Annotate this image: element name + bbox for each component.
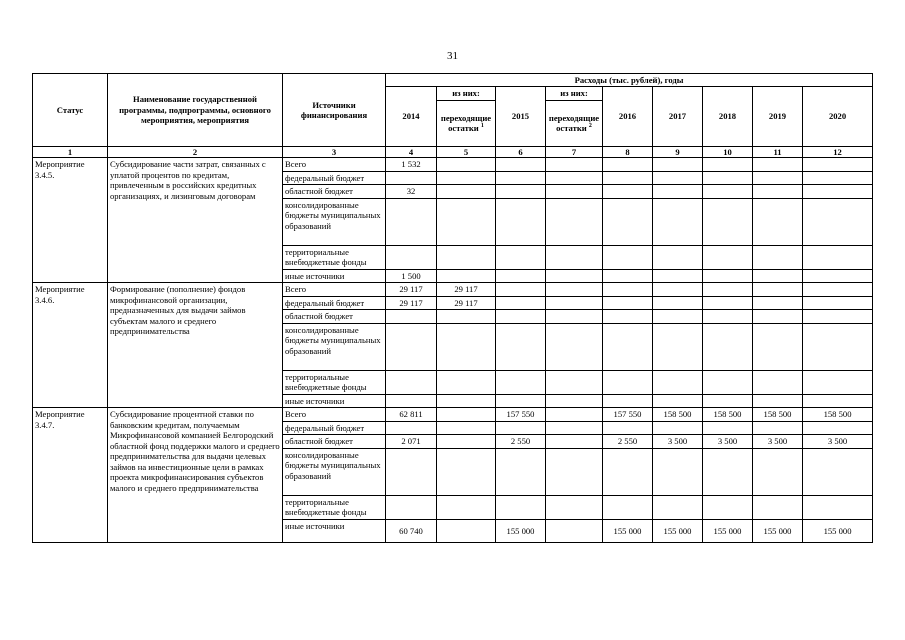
amount-cell [603, 171, 653, 184]
column-number: 4 [386, 146, 437, 157]
amount-cell [546, 370, 603, 394]
amount-cell [703, 185, 753, 198]
amount-cell [437, 185, 496, 198]
amount-cell [803, 158, 873, 171]
amount-cell: 155 000 [803, 519, 873, 542]
amount-cell [437, 158, 496, 171]
financing-table [32, 73, 873, 543]
amount-cell [546, 435, 603, 448]
amount-cell: 62 811 [386, 408, 437, 421]
funding-source: областной бюджет [283, 185, 386, 198]
amount-cell [496, 283, 546, 296]
amount-cell [803, 323, 873, 370]
amount-cell [653, 185, 703, 198]
amount-cell: 3 500 [803, 435, 873, 448]
amount-cell [496, 245, 546, 269]
funding-source: территориальные внебюджетные фонды [283, 495, 386, 519]
amount-cell [437, 245, 496, 269]
amount-cell [653, 269, 703, 282]
header-year-2016: 2016 [603, 87, 653, 146]
activity-status: Мероприятие 3.4.7. [33, 408, 108, 542]
amount-cell [603, 370, 653, 394]
amount-cell: 29 117 [437, 283, 496, 296]
funding-source: федеральный бюджет [283, 296, 386, 309]
table-row [33, 283, 873, 296]
amount-cell [703, 198, 753, 245]
header-year-2018: 2018 [703, 87, 753, 146]
amount-cell [386, 495, 437, 519]
column-number: 8 [603, 146, 653, 157]
amount-cell [386, 421, 437, 434]
amount-cell [753, 198, 803, 245]
amount-cell [386, 245, 437, 269]
amount-cell: 155 000 [653, 519, 703, 542]
amount-cell: 158 500 [703, 408, 753, 421]
amount-cell [803, 370, 873, 394]
amount-cell [803, 310, 873, 323]
amount-cell [653, 198, 703, 245]
amount-cell [496, 370, 546, 394]
amount-cell [803, 421, 873, 434]
amount-cell [437, 495, 496, 519]
amount-cell [703, 394, 753, 407]
amount-cell [653, 245, 703, 269]
amount-cell [753, 158, 803, 171]
amount-cell [803, 245, 873, 269]
amount-cell [437, 171, 496, 184]
header-sources: Источники финансирования [283, 74, 386, 147]
header-of-which-1: из них: [437, 87, 496, 100]
amount-cell [603, 198, 653, 245]
amount-cell: 158 500 [803, 408, 873, 421]
amount-cell [437, 448, 496, 495]
column-number: 6 [496, 146, 546, 157]
amount-cell [386, 370, 437, 394]
amount-cell [803, 296, 873, 309]
amount-cell [546, 158, 603, 171]
amount-cell [703, 323, 753, 370]
column-number: 2 [108, 146, 283, 157]
amount-cell [653, 323, 703, 370]
amount-cell [437, 421, 496, 434]
amount-cell [496, 323, 546, 370]
activity-status: Мероприятие 3.4.5. [33, 158, 108, 283]
amount-cell: 157 550 [496, 408, 546, 421]
amount-cell: 158 500 [753, 408, 803, 421]
amount-cell: 155 000 [753, 519, 803, 542]
amount-cell [603, 323, 653, 370]
amount-cell [653, 370, 703, 394]
amount-cell [803, 198, 873, 245]
amount-cell [753, 323, 803, 370]
header-carryover-2: переходящие остатки $^2$ [546, 100, 603, 146]
activity-name: Субсидирование процентной ставки по банковским кредитам, получаемым Микрофинансовой компанией Белгородский областной фонд поддержки малого и среднего предпринимательства для выдачи целевых займов на инвестиционные цели в рамках проекта микрофинансирования субъектов малого и среднего предпринимательства [108, 408, 283, 542]
amount-cell [753, 245, 803, 269]
funding-source: консолидированные бюджеты муниципальных образований [283, 198, 386, 245]
amount-cell [703, 171, 753, 184]
amount-cell [546, 519, 603, 542]
funding-source: консолидированные бюджеты муниципальных образований [283, 448, 386, 495]
amount-cell: 29 117 [386, 283, 437, 296]
activity-name: Субсидирование части затрат, связанных с уплатой процентов по кредитам, привлеченным в российских кредитных организациях, и лизинговым договорам [108, 158, 283, 283]
funding-source: федеральный бюджет [283, 421, 386, 434]
amount-cell [546, 408, 603, 421]
funding-source: Всего [283, 158, 386, 171]
amount-cell [496, 394, 546, 407]
amount-cell [653, 296, 703, 309]
amount-cell [753, 171, 803, 184]
amount-cell [603, 394, 653, 407]
amount-cell [386, 323, 437, 370]
amount-cell [546, 245, 603, 269]
amount-cell [803, 448, 873, 495]
table-row [33, 158, 873, 171]
amount-cell [386, 310, 437, 323]
amount-cell [703, 421, 753, 434]
amount-cell [546, 283, 603, 296]
amount-cell: 158 500 [653, 408, 703, 421]
amount-cell [546, 269, 603, 282]
header-year-2019: 2019 [753, 87, 803, 146]
amount-cell [803, 171, 873, 184]
amount-cell: 29 117 [386, 296, 437, 309]
column-number: 7 [546, 146, 603, 157]
amount-cell [437, 370, 496, 394]
funding-source: иные источники [283, 394, 386, 407]
amount-cell [437, 435, 496, 448]
amount-cell: 3 500 [653, 435, 703, 448]
header-name: Наименование государственной программы, подпрограммы, основного мероприятия, мероприятия [108, 74, 283, 147]
amount-cell [546, 323, 603, 370]
amount-cell [603, 421, 653, 434]
amount-cell [437, 269, 496, 282]
amount-cell [753, 495, 803, 519]
amount-cell [753, 269, 803, 282]
amount-cell: 2 071 [386, 435, 437, 448]
amount-cell: 3 500 [703, 435, 753, 448]
amount-cell [496, 310, 546, 323]
amount-cell [703, 245, 753, 269]
amount-cell [603, 185, 653, 198]
amount-cell [496, 495, 546, 519]
amount-cell [603, 269, 653, 282]
amount-cell [496, 269, 546, 282]
funding-source: Всего [283, 283, 386, 296]
funding-source: территориальные внебюджетные фонды [283, 370, 386, 394]
funding-source: Всего [283, 408, 386, 421]
amount-cell [703, 283, 753, 296]
amount-cell [653, 158, 703, 171]
amount-cell [753, 448, 803, 495]
amount-cell [753, 185, 803, 198]
amount-cell [437, 408, 496, 421]
page-number: 31 [447, 50, 458, 62]
column-number: 5 [437, 146, 496, 157]
amount-cell [437, 198, 496, 245]
amount-cell: 1 532 [386, 158, 437, 171]
amount-cell: 155 000 [703, 519, 753, 542]
amount-cell [496, 185, 546, 198]
amount-cell [603, 310, 653, 323]
funding-source: федеральный бюджет [283, 171, 386, 184]
column-number: 11 [753, 146, 803, 157]
funding-source: областной бюджет [283, 310, 386, 323]
funding-source: территориальные внебюджетные фонды [283, 245, 386, 269]
amount-cell [653, 310, 703, 323]
header-expenses: Расходы (тыс. рублей), годы [386, 74, 873, 87]
header-year-2020: 2020 [803, 87, 873, 146]
amount-cell [437, 394, 496, 407]
amount-cell [653, 421, 703, 434]
amount-cell [546, 310, 603, 323]
amount-cell [753, 370, 803, 394]
amount-cell [653, 448, 703, 495]
amount-cell [386, 198, 437, 245]
funding-source: областной бюджет [283, 435, 386, 448]
amount-cell: 60 740 [386, 519, 437, 542]
funding-source: консолидированные бюджеты муниципальных образований [283, 323, 386, 370]
funding-source: иные источники [283, 269, 386, 282]
amount-cell [603, 296, 653, 309]
amount-cell [546, 185, 603, 198]
amount-cell [703, 448, 753, 495]
column-number: 12 [803, 146, 873, 157]
amount-cell [546, 394, 603, 407]
amount-cell [653, 171, 703, 184]
amount-cell [496, 171, 546, 184]
activity-status: Мероприятие 3.4.6. [33, 283, 108, 408]
amount-cell [546, 296, 603, 309]
amount-cell [753, 310, 803, 323]
amount-cell: 2 550 [603, 435, 653, 448]
amount-cell [803, 185, 873, 198]
amount-cell [653, 283, 703, 296]
amount-cell [653, 394, 703, 407]
amount-cell [546, 421, 603, 434]
amount-cell [753, 394, 803, 407]
amount-cell [653, 495, 703, 519]
amount-cell [703, 269, 753, 282]
amount-cell: 2 550 [496, 435, 546, 448]
amount-cell [496, 198, 546, 245]
amount-cell [437, 323, 496, 370]
amount-cell [603, 245, 653, 269]
amount-cell [603, 495, 653, 519]
header-carryover-1: переходящие остатки $^1$ [437, 100, 496, 146]
amount-cell [386, 448, 437, 495]
amount-cell: 155 000 [603, 519, 653, 542]
amount-cell [546, 495, 603, 519]
column-number: 1 [33, 146, 108, 157]
amount-cell: 29 117 [437, 296, 496, 309]
amount-cell [546, 448, 603, 495]
amount-cell [703, 495, 753, 519]
amount-cell [753, 421, 803, 434]
amount-cell [603, 158, 653, 171]
amount-cell [437, 310, 496, 323]
amount-cell [386, 171, 437, 184]
activity-name: Формирование (пополнение) фондов микрофинансовой организации, предназначенных для выдачи займов субъектам малого и среднего предпринимательства [108, 283, 283, 408]
column-number: 10 [703, 146, 753, 157]
column-number: 3 [283, 146, 386, 157]
amount-cell [496, 421, 546, 434]
header-of-which-2: из них: [546, 87, 603, 100]
header-year-2014: 2014 [386, 87, 437, 146]
amount-cell [496, 448, 546, 495]
amount-cell [386, 394, 437, 407]
header-status: Статус [33, 74, 108, 147]
amount-cell [496, 158, 546, 171]
amount-cell: 157 550 [603, 408, 653, 421]
amount-cell [803, 269, 873, 282]
amount-cell [753, 296, 803, 309]
amount-cell [703, 158, 753, 171]
amount-cell [437, 519, 496, 542]
amount-cell [603, 448, 653, 495]
amount-cell: 155 000 [496, 519, 546, 542]
header-year-2015: 2015 [496, 87, 546, 146]
amount-cell [546, 198, 603, 245]
amount-cell [546, 171, 603, 184]
amount-cell [803, 283, 873, 296]
amount-cell [803, 495, 873, 519]
amount-cell: 32 [386, 185, 437, 198]
amount-cell [803, 394, 873, 407]
amount-cell [496, 296, 546, 309]
column-number: 9 [653, 146, 703, 157]
table-row [33, 408, 873, 421]
amount-cell [703, 370, 753, 394]
funding-source: иные источники [283, 519, 386, 542]
amount-cell: 1 500 [386, 269, 437, 282]
header-year-2017: 2017 [653, 87, 703, 146]
amount-cell [703, 310, 753, 323]
amount-cell [703, 296, 753, 309]
amount-cell: 3 500 [753, 435, 803, 448]
amount-cell [753, 283, 803, 296]
amount-cell [603, 283, 653, 296]
